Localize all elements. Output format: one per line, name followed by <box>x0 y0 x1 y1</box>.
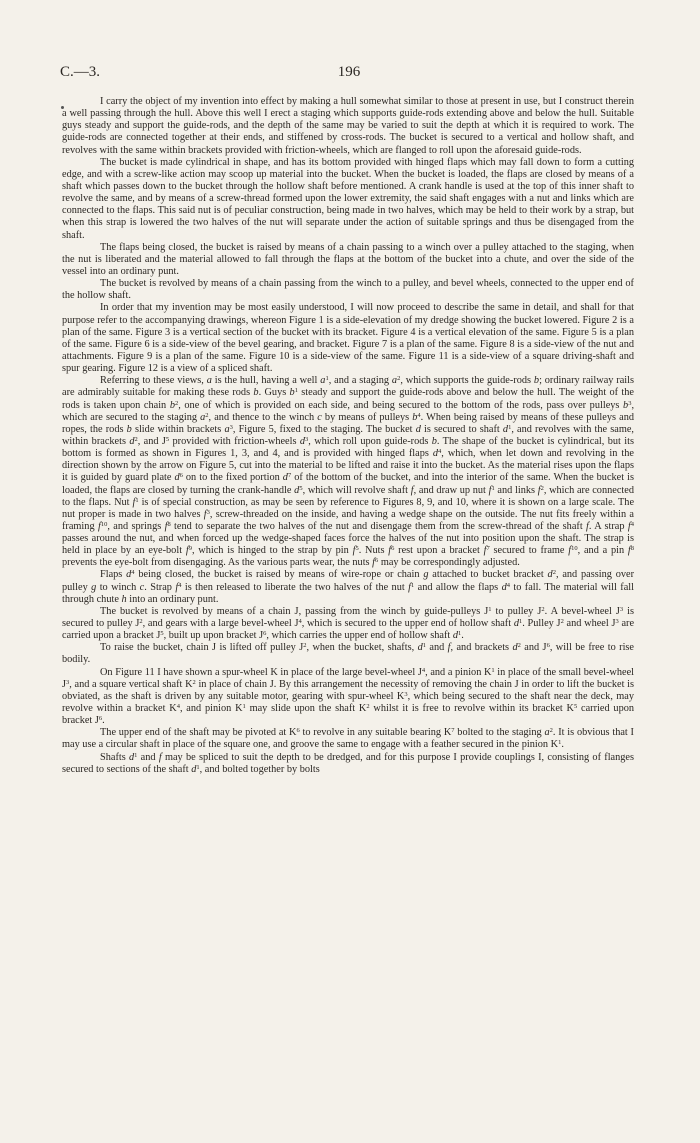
paragraph-10: On Figure 11 I have shown a spur-wheel K in place of the large bevel-wheel $J^4$, and a pinion $K^1$ in place of the small bevel-wheel $J^3$, and a square vertical shaft $K^2$ in place of chain J. By this arrangement the necessity of removing the chain J in order to lift the bucket is obviated, as the shaft is driven by any suitable motor, gearing with spur-wheel $K^3$, which being secured to the shaft near the deck, may revolve within a bracket $K^4$, and pinion $K^1$ may slide upon the shaft $K^2$ whilst it is free to revolve within its bracket $K^5$ carried upon bracket $J^6$. <box>62 666 635 727</box>
paragraph-5: In order that my invention may be most easily understood, I will now proceed to describe the same in detail, and shall for that purpose refer to the accompanying drawings, whereon Figure 1 is a side-elevation of my dredge showing the bucket lowered. Figure 2 is a plan of the same. Figure 3 is a vertical section of the bucket with its bracket. Figure 4 is a vertical elevation of the same. Figure 5 is a plan of the same. Figure 6 is a side-view of the bevel gearing, and bracket. Figure 7 is a plan of the same. Figure 8 is a side-view of the nut and attachments. Figure 9 is a plan of the same. Figure 10 is a side-view of the same. Figure 11 is a side-view of a square driving-shaft and spur gearing. Figure 12 is a view of a spliced shaft. <box>62 302 634 375</box>
paragraph-1: I carry the object of my invention into effect by making a hull somewhat similar to those at present in use, but I construct therein a well passing through the hull. Above this well I erect a staging which supports guide-rods extending above and below the hull. Suitable guys steady and support the guide-rods, and the depth of the same may be varied to suit the depth at which it is required to work. The guide-rods are connected together at their ends, and stiffened by cross-rods. The bucket is secured to a vertical and hollow shaft, and revolves with the same within brackets provided with friction-wheels, which are flanged to roll upon the aforesaid guide-rods. <box>62 96 634 156</box>
paragraph-6: Referring to these views, a is the hull, having a well $a^1$, and a staging $a^2$, which supports the guide-rods b; ordinary railway rails are admirably suitable for making these rods b. Guys $b^1$ steady and support the guide-rods above and below the hull. The weight of the rods is taken upon chain $b^2$, one of which is provided on each side, and being secured to the bottom of the rods, pass over pulleys $b^3$, which are secured to the staging $a^2$, and thence to the winch c by means of pulleys $b^4$. When being raised by means of these pulleys and ropes, the rods b slide within brackets $a^3$, Figure 5, fixed to the staging. The bucket d is secured to shaft $d^1$, and revolves with the same, within brackets $d^2$, and $J^5$ provided with friction-wheels $d^3$, which roll upon guide-rods b. The shape of the bucket is cylindrical, but its bottom is formed as shown in Figures 1, 3, and 4, and is provided with hinged flaps $d^4$, which, when let down and revolving in the direction shown by the arrow on Figure 5, cut into the material to be lifted and raise it into the bucket. As the material rises upon the flaps it is guided by guard plate $d^6$ on to the fixed portion $d^7$ of the bottom of the bucket, and into the interior of the same. When the bucket is loaded, the flaps are closed by turning the crank-handle $d^5$, which will revolve shaft f, and draw up nut $f^1$ and links $f^2$, which are connected to the flaps. Nut $f^1$ is of special construction, as may be seen by reference to Figures 8, 9, and 10, where it is shown on a large scale. The nut proper is made in two halves $f^3$, screw-threaded on the inside, and having a wedge shape on the outside. The nut fits freely within a framing $f^{10}$, and springs $f^8$ tend to separate the two halves of the nut and disengage them from the screw-thread of the shaft f. A strap $f^4$ passes around the nut, and when forced up the wedge-shaped faces force the halves of the nut into position upon the shaft. The strap is held in place by an eye-bolt $f^9$, which is hinged to the strap by pin $f^5$. Nuts $f^6$ rest upon a bracket $f^7$ secured to frame $f^{10}$, and a pin $f^8$ prevents the eye-bolt from disengaging. As the various parts wear, the nuts $f^6$ may be correspondingly adjusted. <box>62 375 635 569</box>
paragraph-11: The upper end of the shaft may be pivoted at $K^6$ to revolve in any suitable bearing $K^7$ bolted to the staging $a^2$. It is obvious that I may use a circular shaft in place of the square one, and groove the same to engage with a feather secured in the pinion $K^1$. <box>62 727 634 751</box>
paragraph-3: The flaps being closed, the bucket is raised by means of a chain passing to a winch over a pulley attached to the staging, when the nut is liberated and the material allowed to fall through the flaps at the bottom of the bucket into a chute, and over the side of the vessel into an ordinary punt. <box>62 241 634 277</box>
paragraph-8: The bucket is revolved by means of a chain J, passing from the winch by guide-pulleys $J^1$ to pulley $J^2$. A bevel-wheel $J^3$ is secured to pulley $J^2$, and gears with a large bevel-wheel $J^4$, which is secured to the upper end of hollow shaft $d^1$. Pulley $J^2$ and wheel $J^3$ are carried upon a bracket $J^5$, built up upon bracket $J^6$, which carries the upper end of hollow shaft $d^1$. <box>62 605 635 642</box>
body-text <box>62 96 634 776</box>
paragraph-12: Shafts $d^1$ and f may be spliced to suit the depth to be dredged, and for this purpose I provide couplings I, consisting of flanges secured to sections of the shaft $d^1$, and bolted together by bolts <box>62 751 634 775</box>
paragraph-7: Flaps $d^4$ being closed, the bucket is raised by means of wire-rope or chain g attached to bucket bracket $d^2$, and passing over pulley g to winch c. Strap $f^4$ is then released to liberate the two halves of the nut $f^1$ and allow the flaps $d^4$ to fall. The material will fall through chute h into an ordinary punt. <box>62 569 634 605</box>
paragraph-4: The bucket is revolved by means of a chain passing from the winch to a pulley, and bevel wheels, connected to the upper end of the hollow shaft. <box>62 278 634 302</box>
paragraph-9: To raise the bucket, chain J is lifted off pulley $J^2$, when the bucket, shafts, $d^1$ and f, and brackets $d^2$ and $J^6$, will be free to rise bodily. <box>62 642 635 666</box>
page-header <box>60 64 638 84</box>
document-reference: C.—3. <box>60 64 101 80</box>
paragraph-2: The bucket is made cylindrical in shape, and has its bottom provided with hinged flaps which may fall down to form a cutting edge, and with a screw-like action may scoop up material into the bucket. When the bucket is loaded, the flaps are closed by means of a shaft which passes down to the bucket through the hollow shaft before mentioned. A crank handle is used at the top of this inner shaft to revolve the same, and by means of a screw-thread formed upon the lower extremity, the said shaft engages with a nut and links which are connected to the flaps. This said nut is of peculiar construction, being made in two halves, which may be held to their work by a strap, but when this strap is lowered the two halves of the nut will separate under the action of suitable springs and thus be disengaged from the shaft. <box>62 156 634 241</box>
page-number: 196 <box>337 64 361 80</box>
